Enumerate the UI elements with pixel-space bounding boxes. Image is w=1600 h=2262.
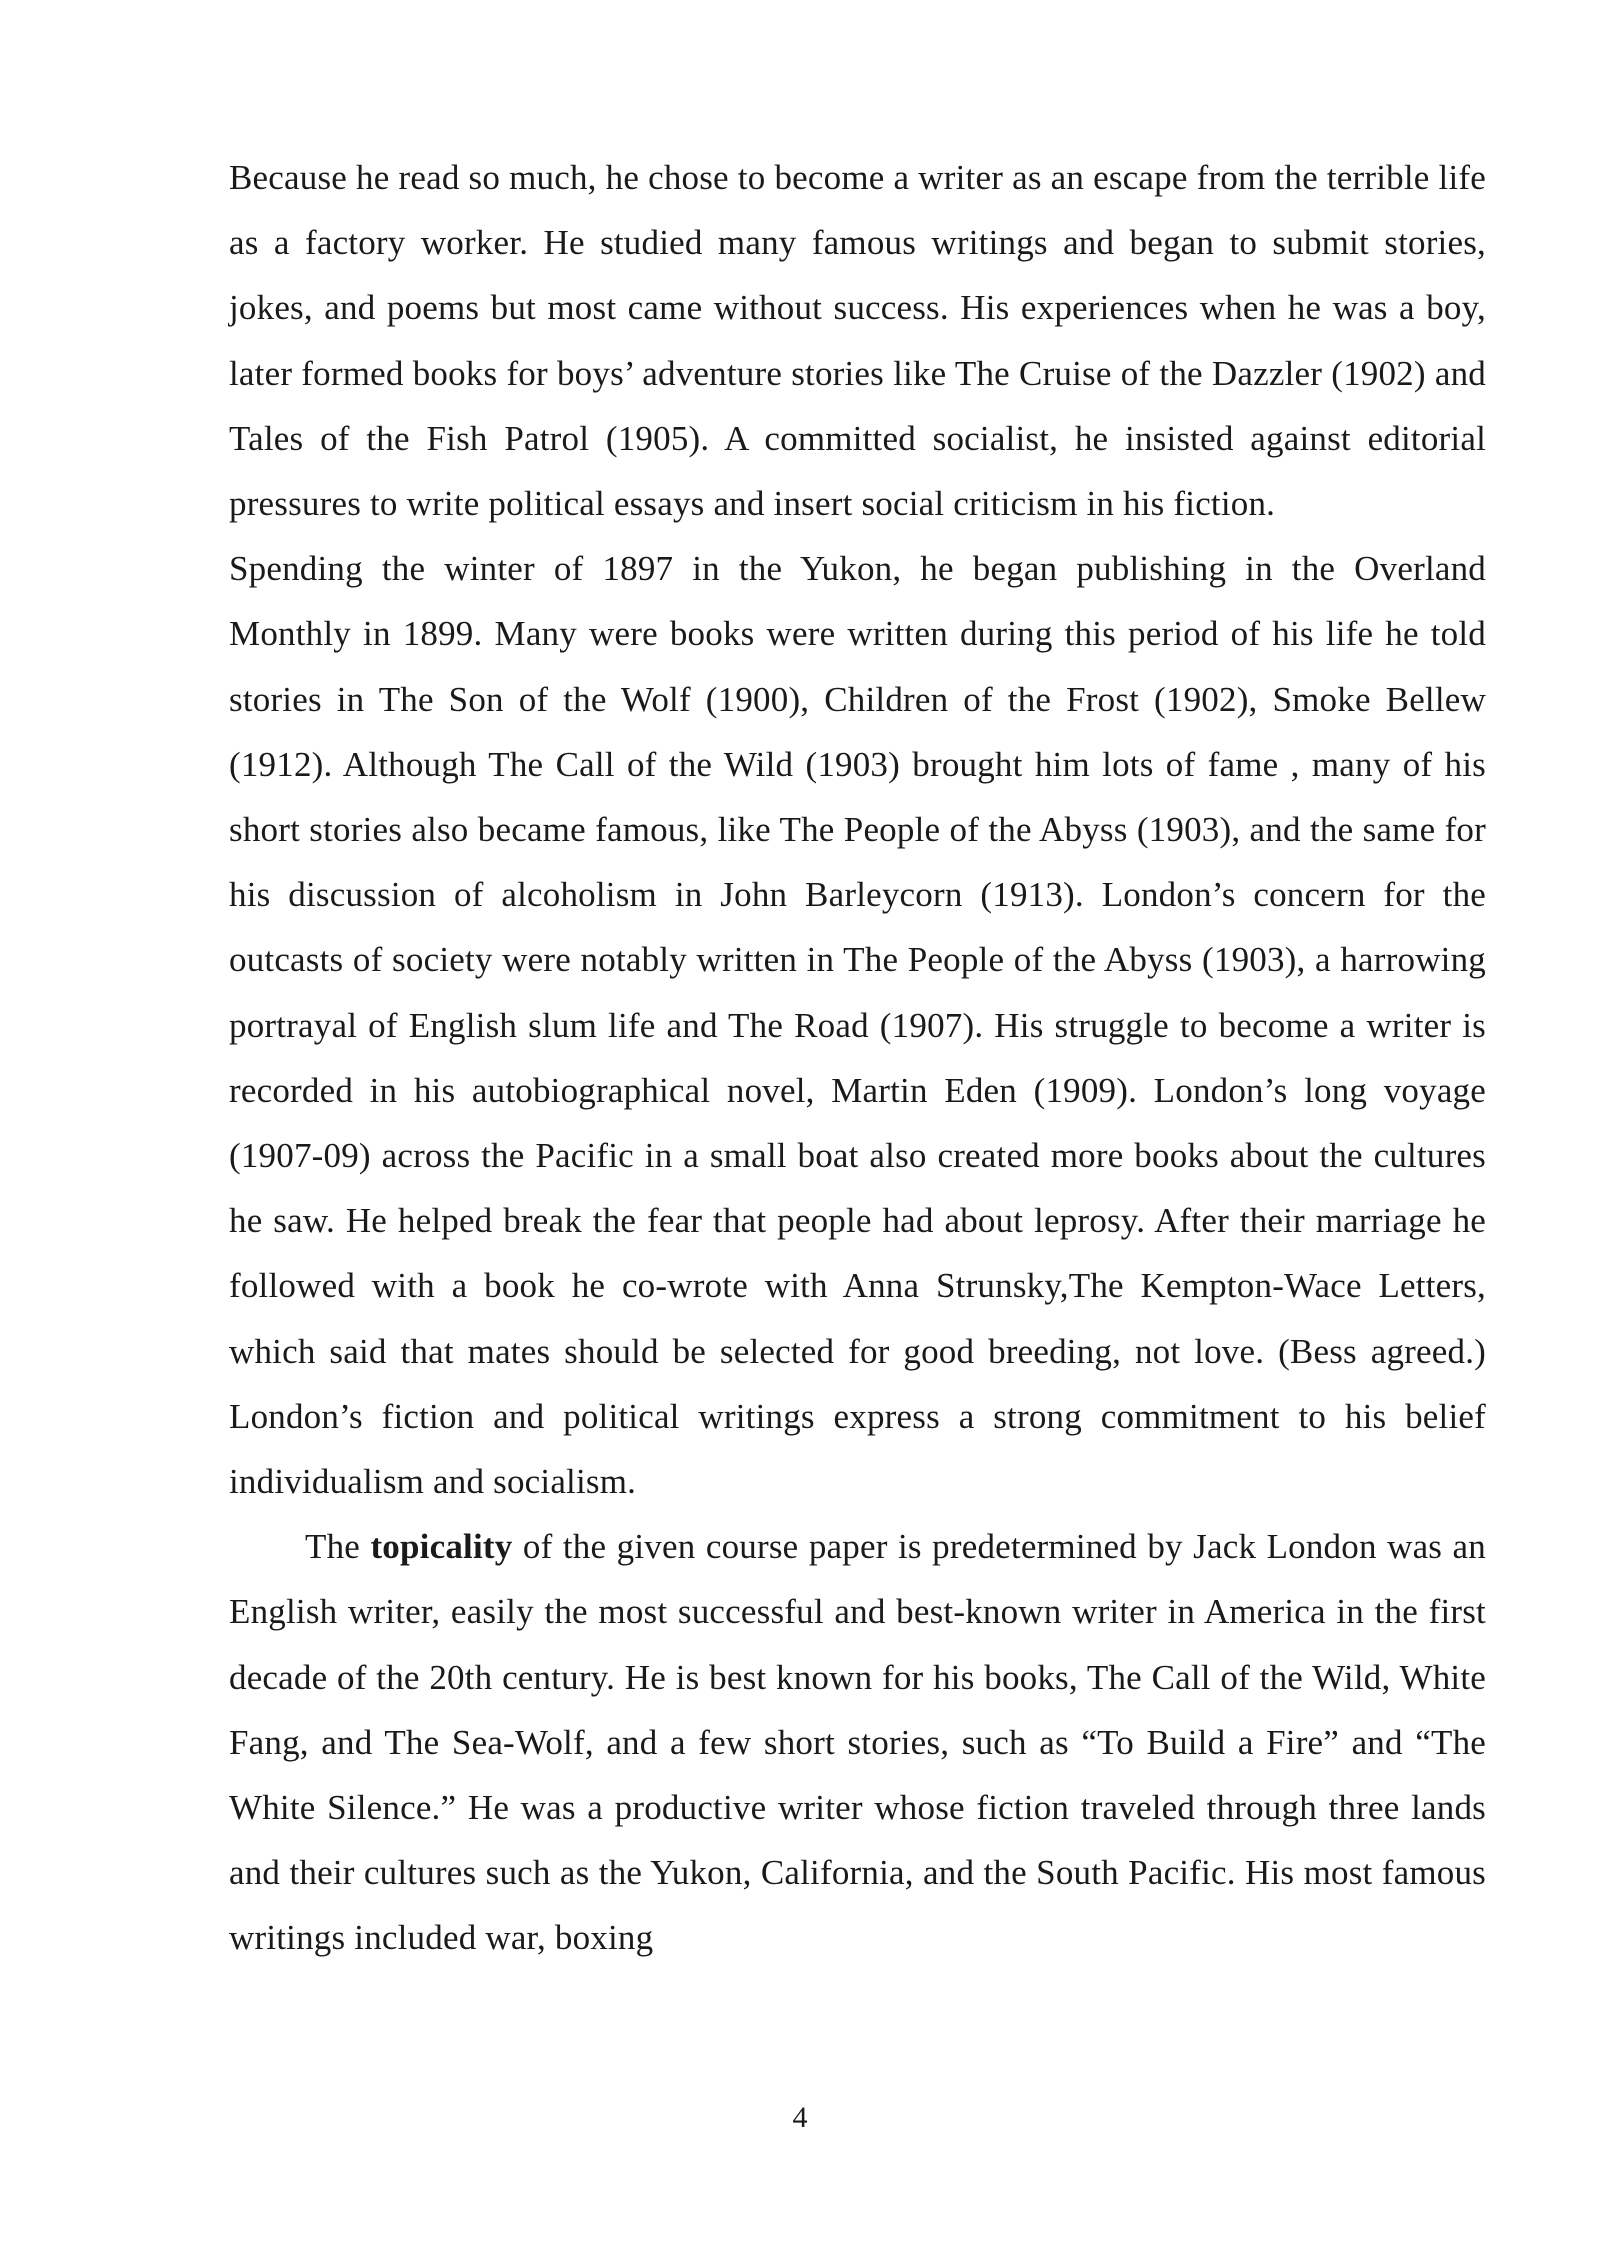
paragraph-yukon-works: Spending the winter of 1897 in the Yukon, he began publishing in the Overland Monthly in 1899. Many were books were written during this period of his life he told stories in The Son of the Wolf (1900), Children of the Frost (1902), Smoke Bellew (1912). Although The Call of the Wild (1903) brought him lots of fame , many of his short stories also became famous, like The People of the Abyss (1903), and the same for his discussion of alcoholism in John Barleycorn (1913). London’s concern for the outcasts of society were notably written in The People of the Abyss (1903), a harrowing portrayal of English slum life and The Road (1907). His struggle to become a writer is recorded in his autobiographical novel, Martin Eden (1909). London’s long voyage (1907-09) across the Pacific in a small boat also created more books about the cultures he saw. He helped break the fear that people had about leprosy. After their marriage he followed with a book he co-wrote with Anna Strunsky,The Kempton-Wace Letters, which said that mates should be selected for good breeding, not love. (Bess agreed.) London’s fiction and political writings express a strong commitment to his belief individualism and socialism. xyxy=(229,549,1486,1502)
page-number: 4 xyxy=(792,2101,808,2134)
document-body xyxy=(229,145,1486,1971)
topicality-rest-text: of the given course paper is predetermined by Jack London was an English writer, easily the most successful and best-known writer in America in the first decade of the 20th century. He is best known for his books, The Call of the Wild, White Fang, and The Sea-Wolf, and a few short stories, such as “To Build a Fire” and “The White Silence.” He was a productive writer whose fiction traveled through three lands and their cultures such as the Yukon, California, and the South Pacific. His most famous writings included war, boxing xyxy=(229,1527,1486,1958)
paragraph-topicality xyxy=(229,1514,1486,1970)
topicality-bold-term: topicality xyxy=(370,1527,513,1567)
paragraph-writer-career: Because he read so much, he chose to become a writer as an escape from the terrible life as a factory worker. He studied many famous writings and began to submit stories, jokes, and poems but most came without success. His experiences when he was a boy, later formed books for boys’ adventure stories like The Cruise of the Dazzler (1902) and Tales of the Fish Patrol (1905). A committed socialist, he insisted against editorial pressures to write political essays and insert social criticism in his fiction. xyxy=(229,158,1486,524)
topicality-lead-text: The xyxy=(305,1527,371,1567)
